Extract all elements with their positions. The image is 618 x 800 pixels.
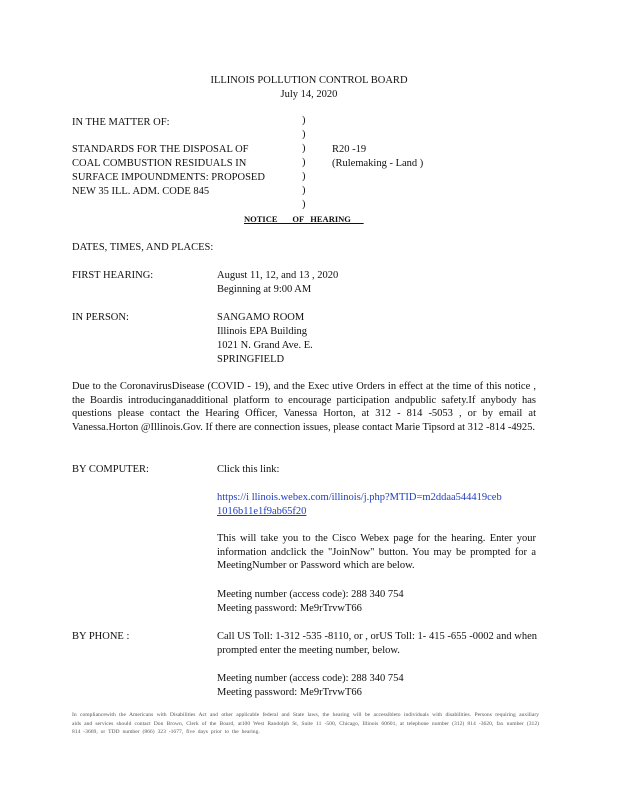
first-hearing-label: FIRST HEARING: (72, 270, 154, 281)
covid-paragraph: Due to the CoronavirusDisease (COVID - 19), and the Exec utive Orders in effect at the time of this notice , the Boardis introducinganadditional platform to encourage participation andpublic safety.If anybody has questions please contact the Hearing Officer, Vanessa Horton, at 312 - 814 -5053 , or by email at Vanessa.Horton @Illinois.Gov. If there are connection issues, please contact Marie Tipsord at 312 -814 -4925. (72, 381, 536, 433)
notice-title: NOTICE OF HEARING (244, 214, 364, 224)
webex-link-line-2[interactable]: 1016b11e1f9ab65f20 (217, 506, 307, 517)
venue-city: SPRINGFIELD (217, 354, 285, 365)
phone-meeting-number: Meeting number (access code): 288 340 754 (217, 673, 404, 684)
hearing-dates: August 11, 12, and 13 , 2020 (217, 270, 339, 281)
caption-line-3: SURFACE IMPOUNDMENTS: PROPOSED (72, 172, 265, 183)
board-title: ILLINOIS POLLUTION CONTROL BOARD (210, 75, 408, 86)
rulemaking-type: (Rulemaking - Land ) (332, 158, 424, 169)
caption-parentheses: ) ) ) ) ) ) ) (302, 115, 306, 210)
webex-link-line-1[interactable]: https://i llinois.webex.com/illinois/j.php?MTID=m2ddaa544419ceb (217, 492, 502, 503)
hearing-time: Beginning at 9:00 AM (217, 284, 312, 295)
venue-room: SANGAMO ROOM (217, 312, 305, 323)
venue-building: Illinois EPA Building (217, 326, 308, 337)
phone-instructions: Call US Toll: 1-312 -535 -8110, or , orUS Toll: 1- 415 -655 -0002 and when prompted enter the meeting number, below. (217, 631, 537, 656)
click-link-text: Click this link: (217, 464, 280, 475)
notice-date: July 14, 2020 (280, 89, 338, 100)
matter-heading: IN THE MATTER OF: (72, 117, 170, 128)
caption-line-4: NEW 35 ILL. ADM. CODE 845 (72, 186, 210, 197)
webex-instructions: This will take you to the Cisco Webex page for the hearing. Enter your information andclick the "JoinNow" button. You may be prompted for a MeetingNumber or Password which are below. (217, 533, 536, 571)
dates-heading: DATES, TIMES, AND PLACES: (72, 242, 214, 253)
caption-line-1: STANDARDS FOR THE DISPOSAL OF (72, 144, 249, 155)
in-person-label: IN PERSON: (72, 312, 129, 323)
accessibility-footer: In compliancewith the Americans with Disabilities Act and other applicable federal and State laws, the hearing will be accessibleto individuals with disabilities. Persons requiring auxiliary aids and services should contact Don Brown, Clerk of the Board, at100 West Randolph St, Suite 11 -500, Chicago, Illinois 60601, at telephone number (312) 814 -3620, fax number (312) 814 -3669, or TDD number (866) 323 -1677, five days prior to the hearing. (72, 712, 539, 736)
by-phone-label: BY PHONE : (72, 631, 130, 642)
computer-meeting-password: Meeting password: Me9rTrvwT66 (217, 603, 362, 614)
computer-meeting-number: Meeting number (access code): 288 340 754 (217, 589, 404, 600)
venue-street: 1021 N. Grand Ave. E. (217, 340, 313, 351)
docket-number: R20 -19 (332, 144, 367, 155)
caption-line-2: COAL COMBUSTION RESIDUALS IN (72, 158, 247, 169)
by-computer-label: BY COMPUTER: (72, 464, 149, 475)
phone-meeting-password: Meeting password: Me9rTrvwT66 (217, 687, 362, 698)
